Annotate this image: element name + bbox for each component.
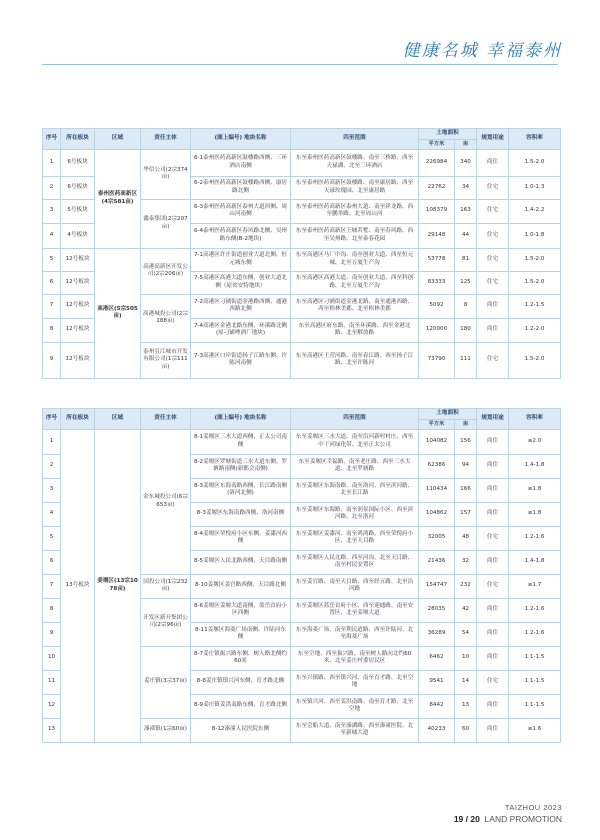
row-use: 商住: [477, 694, 509, 718]
row-mu: 166: [455, 478, 477, 502]
row-mu: 125: [455, 271, 477, 294]
col-use: 规划用途: [477, 409, 509, 430]
owner-cell: 国投公司(1宗232亩): [141, 574, 191, 598]
col-use: 规划用途: [477, 129, 509, 150]
col-bounds: 四至范围: [291, 409, 419, 430]
row-sqm: 83333: [419, 271, 455, 294]
row-plot: 8-6姜堰区姜堰大道南侧、蓝岳首府小区西侧: [191, 598, 291, 622]
col-block: 所在板块: [61, 129, 95, 150]
row-bounds: 东至空地、西至振兴路、南至树人路向北约60米、北至姜庄村委居民区: [291, 646, 419, 670]
row-use: 商住: [477, 478, 509, 502]
col-block: 所在板块: [61, 409, 95, 430]
header-slogan: 健康名城 幸福泰州: [402, 41, 562, 61]
row-use: 住宅: [477, 271, 509, 294]
owner-cell: 溱潼镇(1宗60亩): [141, 718, 191, 742]
row-use: 商住: [477, 550, 509, 574]
row-plot: 7-4高港区金港北路东侧、环溪路北侧(原刁铺啤酒厂地块): [191, 318, 291, 342]
row-seq: 12: [43, 694, 61, 718]
land-table-1: [42, 128, 561, 379]
row-block: 6号板块: [61, 149, 95, 176]
row-mu: 156: [455, 429, 477, 454]
row-block: 12号板块: [61, 248, 95, 271]
col-sqm: 平方米: [419, 419, 455, 429]
row-bounds: 东至高港区马厂中沟、南至创业大道、西至恒元城、北至万厦生产沟: [291, 248, 419, 271]
row-block: 6号板块: [61, 176, 95, 199]
row-sqm: 6462: [419, 646, 455, 670]
row-use: 住宅: [477, 199, 509, 223]
row-bounds: 东至泰州医药高新区王城茗墅、南至春风路、西至吴州路、北至泰春花园: [291, 223, 419, 248]
row-use: 住宅: [477, 526, 509, 550]
row-sqm: 120000: [419, 318, 455, 342]
row-sqm: 29148: [419, 223, 455, 248]
row-far: ≤1.7: [509, 574, 561, 598]
zone-cell: 泰州医药高新区(4宗581亩): [95, 149, 141, 248]
row-bounds: 东至高港区府东路、南至环溪路、西至金港北路、北至解放路: [291, 318, 419, 342]
row-mu: 42: [455, 598, 477, 622]
col-bounds: 四至范围: [291, 129, 419, 150]
row-seq: 8: [43, 318, 61, 342]
row-use: 住宅: [477, 223, 509, 248]
row-plot: 8-3姜堰区东海南路西侧、长江路南侧(洛河北侧): [191, 478, 291, 502]
col-sqm: 平方米: [419, 139, 455, 149]
footer: [454, 803, 562, 824]
row-far: 1.1-1.5: [509, 670, 561, 694]
row-mu: 81: [455, 248, 477, 271]
row-far: 1.2-1.6: [509, 526, 561, 550]
col-far: 容积率: [509, 409, 561, 430]
row-mu: 44: [455, 223, 477, 248]
row-sqm: 53778: [419, 248, 455, 271]
row-use: 商住: [477, 454, 509, 478]
row-use: 商住: [477, 294, 509, 318]
row-use: 商住: [477, 429, 509, 454]
owner-cell: 金东城投公司(6宗653亩): [141, 429, 191, 574]
row-plot: 7-5高港区高港大道东侧、创业大道北侧（原贫安特地块）: [191, 271, 291, 294]
row-plot: 8-5姜堰区人民北路西侧、天目路南侧: [191, 550, 291, 574]
row-bounds: 东至泰州医药高新区鼓楼路、南至三桥路、西至天禄湖、北至三环酒店: [291, 149, 419, 176]
row-far: 1.5-2.0: [509, 271, 561, 294]
row-bounds: 东至泰州医药高新区鼓楼路、南至康居路、西至天禄玫瑰园、北至康居路: [291, 176, 419, 199]
row-sqm: 22762: [419, 176, 455, 199]
row-seq: 5: [43, 248, 61, 271]
row-sqm: 28035: [419, 598, 455, 622]
owner-cell: 高港城投公司(2宗188亩): [141, 294, 191, 342]
row-plot: 8-10姜堰区姜官路西侧、天目路北侧: [191, 574, 291, 598]
row-sqm: 226984: [419, 149, 455, 176]
row-seq: 8: [43, 598, 61, 622]
row-bounds: 东至姜堰区人民北路、西至河沟、北至天目路、南至村民安置区: [291, 550, 419, 574]
row-block: 5号板块: [61, 199, 95, 223]
page-number: 19 / 20: [453, 814, 480, 824]
row-far: ≤1.8: [509, 478, 561, 502]
row-seq: 2: [43, 454, 61, 478]
row-sqm: 110434: [419, 478, 455, 502]
row-mu: 94: [455, 454, 477, 478]
header-divider: [42, 64, 558, 65]
row-far: 1.5-2.0: [509, 342, 561, 378]
row-bounds: 东至泰州医药高新区泰州大道、南至祥龙路、西至鹏举路、北至周山河: [291, 199, 419, 223]
row-plot: 8-2姜堰区罗塘街道三水大道东侧、罗塘路南侧(新都会南侧): [191, 454, 291, 478]
row-far: ≤2.0: [509, 429, 561, 454]
row-far: 1.5-2.0: [509, 149, 561, 176]
col-zone: 区域: [95, 129, 141, 150]
row-block: 12号板块: [61, 318, 95, 342]
row-seq: 6: [43, 550, 61, 574]
row-block: 12号板块: [61, 342, 95, 378]
row-seq: 7: [43, 574, 61, 598]
row-plot: 7-1高港区许庄街道创业大道北侧、恒元城东侧: [191, 248, 291, 271]
row-seq: 3: [43, 478, 61, 502]
row-use: 住宅: [477, 176, 509, 199]
owner-cell: 鑫泰集团(2宗207亩): [141, 199, 191, 248]
row-plot: 7-2高港区刁铺街道金港路西侧、通港西路北侧: [191, 294, 291, 318]
row-seq: 7: [43, 294, 61, 318]
row-seq: 5: [43, 526, 61, 550]
row-far: 1.1-1.5: [509, 694, 561, 718]
row-seq: 9: [43, 342, 61, 378]
row-sqm: 104082: [419, 429, 455, 454]
row-sqm: 8442: [419, 694, 455, 718]
row-bounds: 东至姜堰区东海南路、南至洛河、西至滨河路、北至长江路: [291, 478, 419, 502]
col-area: 土地面积: [419, 409, 477, 420]
row-mu: 8: [455, 294, 477, 318]
row-seq: 1: [43, 149, 61, 176]
row-bounds: 东至姜堰区东海路、南至润景国际小区、西至滨河路、北至洛河: [291, 502, 419, 526]
row-far: 1.4-2.2: [509, 199, 561, 223]
row-mu: 13: [455, 694, 477, 718]
row-seq: 4: [43, 223, 61, 248]
col-far: 容积率: [509, 129, 561, 150]
row-bounds: 东至镇兴河、西至姜洪南路、南至育才路、北至空地: [291, 694, 419, 718]
row-seq: 2: [43, 176, 61, 199]
row-sqm: 108379: [419, 199, 455, 223]
col-mu: 亩: [455, 139, 477, 149]
row-block: 12号板块: [61, 271, 95, 294]
row-mu: 14: [455, 670, 477, 694]
row-mu: 48: [455, 526, 477, 550]
row-far: 1.4-1.8: [509, 550, 561, 574]
col-owner: 责任主体: [141, 409, 191, 430]
row-use: 商住: [477, 149, 509, 176]
row-block: 4号板块: [61, 223, 95, 248]
table-row: [43, 429, 561, 454]
row-plot: 8-12溱潼人民医院东侧: [191, 718, 291, 742]
col-seq: 序号: [43, 409, 61, 430]
owner-cell: 华信公司(2宗374亩): [141, 149, 191, 199]
row-use: 住宅: [477, 670, 509, 694]
col-area: 土地面积: [419, 129, 477, 140]
row-sqm: 32005: [419, 526, 455, 550]
row-seq: 9: [43, 622, 61, 646]
row-use: 商住: [477, 502, 509, 526]
row-bounds: 东至姜堰区三水大道、南至沿河新村村庄、西至中干河绿化带、北至正太公司: [291, 429, 419, 454]
row-use: 住宅: [477, 574, 509, 598]
row-mu: 157: [455, 502, 477, 526]
row-sqm: 73790: [419, 342, 455, 378]
row-plot: 8-4姜堰区荣悦府小区东侧、姜漆河西侧: [191, 526, 291, 550]
row-bounds: 东至兴镇路、西至镇兴河、南至育才路、北至空地: [291, 670, 419, 694]
row-far: 1.5-2.0: [509, 248, 561, 271]
row-seq: 10: [43, 646, 61, 670]
row-sqm: 5092: [419, 294, 455, 318]
row-far: 1.0-1.3: [509, 176, 561, 199]
col-mu: 亩: [455, 419, 477, 429]
row-bounds: 东至姜官路、南至天目路、西至经五路、北至沿河路: [291, 574, 419, 598]
row-sqm: 9541: [419, 670, 455, 694]
owner-cell: 姜庄镇(3宗37亩): [141, 646, 191, 718]
footer-title: TAIZHOU 2023: [504, 803, 562, 812]
row-far: 1.2-2.0: [509, 318, 561, 342]
row-far: 1.2-1.6: [509, 622, 561, 646]
row-use: 商住: [477, 718, 509, 742]
row-mu: 60: [455, 718, 477, 742]
row-far: ≤1.6: [509, 718, 561, 742]
row-mu: 340: [455, 149, 477, 176]
zone-cell: 姜堰区(13宗1078亩): [95, 429, 141, 742]
row-sqm: 62386: [419, 454, 455, 478]
col-seq: 序号: [43, 129, 61, 150]
row-plot: 6-4泰州医药高新区春风路北侧、吴州路东侧(B-2地块): [191, 223, 291, 248]
row-far: 1.1-1.5: [509, 646, 561, 670]
row-plot: 8-7姜庄镇振兴路东侧、树人路北侧约60米: [191, 646, 291, 670]
row-use: 住宅: [477, 342, 509, 378]
col-zone: 区域: [95, 409, 141, 430]
row-far: ≤1.8: [509, 502, 561, 526]
row-bounds: 东至高港区高港大道、南至创业大道、西至科创路、北至万厦生产沟: [291, 271, 419, 294]
row-plot: 8-8姜庄镇镇兴河东侧、育才路北侧: [191, 670, 291, 694]
row-mu: 32: [455, 550, 477, 574]
row-sqm: 21436: [419, 550, 455, 574]
row-bounds: 东至高港区王营河路、南至春江路、西至扬子江路、北至许陈河: [291, 342, 419, 378]
row-bounds: 东至姜堰区蓝岳首府小区、西至迎通路、南至安置区、北至姜堰大道: [291, 598, 419, 622]
row-plot: 8-3姜堰区东海南路西侧、洛河南侧: [191, 502, 291, 526]
row-mu: 34: [455, 176, 477, 199]
row-plot: 7-3高港区口岸街道扬子江路东侧、许陈河南侧: [191, 342, 291, 378]
row-use: 商住: [477, 622, 509, 646]
row-mu: 111: [455, 342, 477, 378]
row-sqm: 36289: [419, 622, 455, 646]
row-far: 1.2-1.5: [509, 294, 561, 318]
row-plot: 8-1姜堰区三水大道西侧、正太公司南侧: [191, 429, 291, 454]
row-plot: 6-1泰州医药高新区鼓楼路西侧、三环酒店南侧: [191, 149, 291, 176]
owner-cell: 泰州引江城市开发有限公司(1宗111亩): [141, 342, 191, 378]
land-table-2: [42, 408, 561, 743]
row-bounds: 东至海菱广场、南至利民道路、西至许陆河、北至海菱广场: [291, 622, 419, 646]
row-sqm: 154747: [419, 574, 455, 598]
row-bounds: 东至高港区刁铺街道金港北路、南至通港西路、西至梧林美郡、北至梧林美郡: [291, 294, 419, 318]
table-row: [43, 248, 561, 271]
row-mu: 10: [455, 646, 477, 670]
col-plot: (图上编号) 地块名称: [191, 129, 291, 150]
footer-label: LAND PROMOTION: [484, 814, 562, 824]
row-mu: 54: [455, 622, 477, 646]
row-far: 1.0-1.8: [509, 223, 561, 248]
zone-cell: 高港区(5宗505亩): [95, 248, 141, 378]
row-seq: 1: [43, 429, 61, 454]
row-far: 1.4-1.8: [509, 454, 561, 478]
row-mu: 163: [455, 199, 477, 223]
row-block: 12号板块: [61, 294, 95, 318]
table-row: [43, 149, 561, 176]
row-seq: 3: [43, 199, 61, 223]
owner-cell: 高港高新区开发公司(2宗206亩): [141, 248, 191, 294]
owner-cell: 开发区新开集团公司(2宗96亩): [141, 598, 191, 646]
col-owner: 责任主体: [141, 129, 191, 150]
row-plot: 8-9姜庄镇姜洪南路东侧、育才路北侧: [191, 694, 291, 718]
row-seq: 11: [43, 670, 61, 694]
row-bounds: 东至会船大道、南至溱湖路、西至溱潼医院、北至新城大道: [291, 718, 419, 742]
row-plot: 8-11姜堰区海菱广场南侧、许陆河东侧: [191, 622, 291, 646]
row-seq: 6: [43, 271, 61, 294]
block-cell: 13号板块: [61, 429, 95, 742]
col-plot: (图上编号) 地块名称: [191, 409, 291, 430]
row-bounds: 东至姜堰区幸福路、南至老庄路、西至三水大道、北至罗塘路: [291, 454, 419, 478]
row-plot: 6-2泰州医药高新区鼓楼路西侧、康居路北侧: [191, 176, 291, 199]
row-use: 商住: [477, 646, 509, 670]
row-bounds: 东至姜堰区姜漆河、南至鸿鸿路、西至荣悦府小区、北至天目路: [291, 526, 419, 550]
row-plot: 6-3泰州医药高新区泰州大道西侧、周山河南侧: [191, 199, 291, 223]
row-far: 1.2-1.6: [509, 598, 561, 622]
row-mu: 180: [455, 318, 477, 342]
row-sqm: 104862: [419, 502, 455, 526]
row-seq: 4: [43, 502, 61, 526]
row-sqm: 40233: [419, 718, 455, 742]
row-use: 商住: [477, 598, 509, 622]
row-mu: 232: [455, 574, 477, 598]
row-use: 商住: [477, 318, 509, 342]
row-seq: 13: [43, 718, 61, 742]
row-use: 住宅: [477, 248, 509, 271]
